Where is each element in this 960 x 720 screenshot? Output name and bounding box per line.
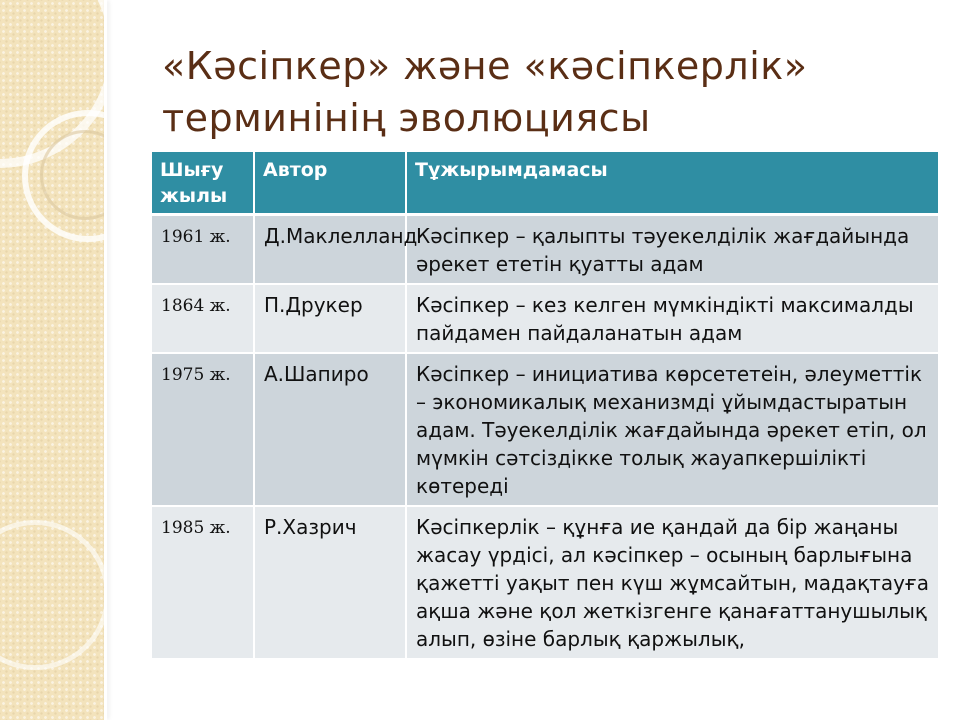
cell-year: 1985 ж.	[152, 506, 254, 659]
table-row	[152, 215, 938, 285]
cell-concept: Кәсіпкер – кез келген мүмкіндікті максималды пайдамен пайдаланатын адам	[406, 284, 938, 353]
cell-concept: Кәсіпкерлік – құнға ие қандай да бір жаңаны жасау үрдісі, ал кәсіпкер – осының барлығына қажетті уақыт пен күш жұмсайтын, мадақтауға ақша және қол жеткізгенге қанағаттанушылық алып, өзіне барлық қаржылық,	[406, 506, 938, 659]
evolution-table	[152, 152, 938, 660]
table-row	[152, 353, 938, 506]
header-concept: Тұжырымдамасы	[406, 152, 938, 215]
header-year: Шығу жылы	[152, 152, 254, 215]
slide-title-line-1: «Кәсіпкер» және «кәсіпкерлік»	[162, 44, 808, 88]
slide-title-line-2: терминінің эволюциясы	[162, 96, 651, 140]
slide-title	[162, 40, 922, 144]
decorative-side-panel	[0, 0, 104, 720]
side-divider	[104, 0, 107, 720]
table-header-row	[152, 152, 938, 215]
table-row	[152, 284, 938, 353]
cell-author: Д.Маклелланд	[254, 215, 406, 285]
cell-concept: Кәсіпкер – инициатива көрсететеін, әлеуметтік – экономикалық механизмді ұйымдастыратын адам. Тәуекелділік жағдайында әрекет етіп, ол мүмкін сәтсіздікке толық жауапкершілікті көтереді	[406, 353, 938, 506]
header-author: Автор	[254, 152, 406, 215]
cell-author: Р.Хазрич	[254, 506, 406, 659]
cell-year: 1975 ж.	[152, 353, 254, 506]
cell-year: 1864 ж.	[152, 284, 254, 353]
cell-concept: Кәсіпкер – қалыпты тәуекелділік жағдайында әрекет ететін қуатты адам	[406, 215, 938, 285]
cell-author: П.Друкер	[254, 284, 406, 353]
cell-year: 1961 ж.	[152, 215, 254, 285]
table-row	[152, 506, 938, 659]
decorative-ring	[0, 520, 104, 670]
cell-author: А.Шапиро	[254, 353, 406, 506]
